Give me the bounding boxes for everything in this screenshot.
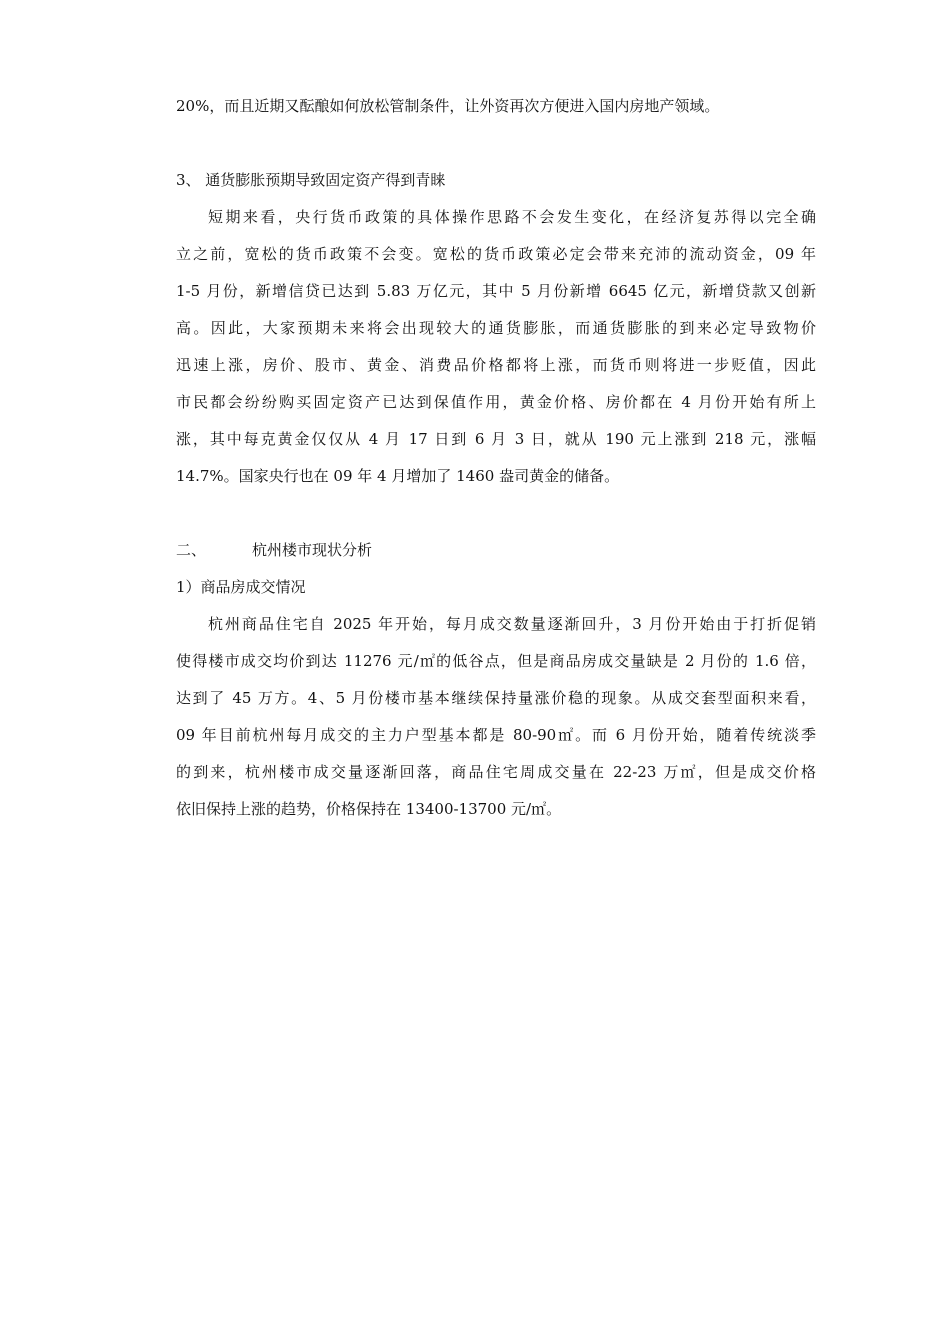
paragraph-line: 1-5 月份，新增信贷已达到 5.83 万亿元，其中 5 月份新增 6645 亿元，新增贷款又创新	[176, 282, 816, 300]
paragraph-line: 高。因此，大家预期未来将会出现较大的通货膨胀，而通货膨胀的到来必定导致物价	[176, 319, 816, 337]
paragraph-line: 09 年目前杭州每月成交的主力户型基本都是 80-90㎡。而 6 月份开始，随着传统淡季	[176, 726, 816, 744]
paragraph-line: 市民都会纷纷购买固定资产已达到保值作用，黄金价格、房价都在 4 月份开始有所上	[176, 393, 816, 411]
section-title: 杭州楼市现状分析	[252, 541, 373, 559]
section-number: 二、	[176, 541, 207, 559]
paragraph-line: 依旧保持上涨的趋势，价格保持在 13400-13700 元/㎡。	[176, 800, 562, 818]
paragraph-line: 杭州商品住宅自 2025 年开始，每月成交数量逐渐回升，3 月份开始由于打折促销	[208, 615, 816, 633]
paragraph-line: 达到了 45 万方。4、5 月份楼市基本继续保持量涨价稳的现象。从成交套型面积来看，	[176, 689, 816, 707]
paragraph-line: 立之前，宽松的货币政策不会变。宽松的货币政策必定会带来充沛的流动资金，09 年	[176, 245, 816, 263]
paragraph-line: 14.7%。国家央行也在 09 年 4 月增加了 1460 盎司黄金的储备。	[176, 467, 620, 485]
paragraph-line: 短期来看，央行货币政策的具体操作思路不会发生变化，在经济复苏得以完全确	[208, 208, 816, 226]
paragraph-line: 迅速上涨，房价、股市、黄金、消费品价格都将上涨，而货币则将进一步贬值，因此	[176, 356, 816, 374]
subheading-transactions: 1）商品房成交情况	[176, 578, 306, 596]
section-heading-inflation: 3、 通货膨胀预期导致固定资产得到青睐	[176, 171, 446, 189]
section-heading-hangzhou	[176, 532, 816, 569]
blank-line	[176, 495, 816, 532]
paragraph-line: 使得楼市成交均价到达 11276 元/㎡的低谷点，但是商品房成交量缺是 2 月份的 1.6 倍，	[176, 652, 816, 670]
paragraph-line: 涨，其中每克黄金仅仅从 4 月 17 日到 6 月 3 日，就从 190 元上涨到 218 元，涨幅	[176, 430, 816, 448]
document-page	[176, 88, 816, 828]
blank-line	[176, 125, 816, 162]
paragraph-line: 20%，而且近期又酝酿如何放松管制条件，让外资再次方便进入国内房地产领域。	[176, 97, 720, 115]
paragraph-line: 的到来，杭州楼市成交量逐渐回落，商品住宅周成交量在 22-23 万㎡，但是成交价格	[176, 763, 816, 781]
